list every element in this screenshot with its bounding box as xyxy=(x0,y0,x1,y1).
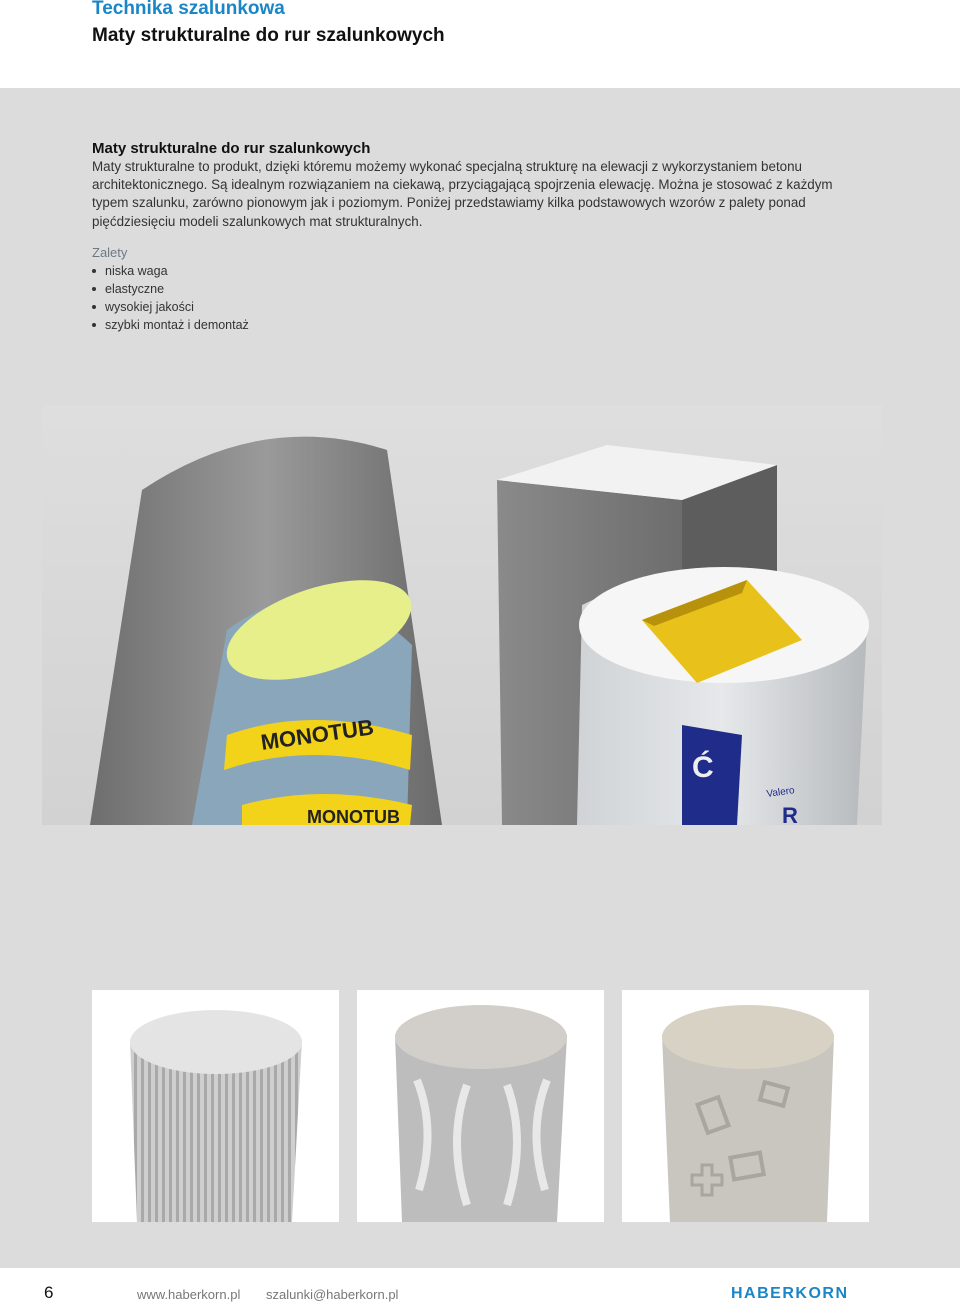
pattern-photo-ribbed xyxy=(92,990,339,1222)
intro-block xyxy=(92,139,872,231)
company-logo: HABERKORN xyxy=(731,1285,849,1302)
hero-photo xyxy=(42,405,882,825)
box-print: Valero xyxy=(765,785,796,800)
intro-line: typem szalunku, zarówno pionowym jak i poziomym. Poniżej przedstawiamy kilka podstawowych wzorów z palety ponad xyxy=(92,195,806,211)
advantages-label: Zalety xyxy=(92,245,128,260)
tube-print: MONOTUB xyxy=(259,714,376,755)
page-footer xyxy=(0,1268,960,1308)
advantages-list xyxy=(92,262,249,334)
list-item: niska waga xyxy=(92,262,249,280)
list-item: szybki montaż i demontaż xyxy=(92,316,249,334)
list-item: elastyczne xyxy=(92,280,249,298)
hero-illustration xyxy=(42,405,882,825)
list-item: wysokiej jakości xyxy=(92,298,249,316)
page-header xyxy=(0,0,960,88)
section-title: Technika szalunkowa xyxy=(92,0,285,19)
page-title: Maty strukturalne do rur szalunkowych xyxy=(92,25,445,46)
tube-print: MONOTUB xyxy=(307,807,400,825)
intro-heading: Maty strukturalne do rur szalunkowych xyxy=(92,140,371,157)
email-link[interactable]: szalunki@haberkorn.pl xyxy=(266,1287,399,1302)
intro-line: Maty strukturalne to produkt, dzięki któremu możemy wykonać specjalną strukturę na elewacji z wykorzystaniem betonu xyxy=(92,159,803,174)
advantages-block xyxy=(92,245,249,334)
page-number: 6 xyxy=(44,1283,54,1302)
box-print: Ć xyxy=(692,751,714,784)
website-link[interactable]: www.haberkorn.pl xyxy=(137,1287,241,1302)
box-print: R xyxy=(782,803,798,825)
pattern-photo-relief xyxy=(622,990,869,1222)
pattern-photo-waves xyxy=(357,990,604,1222)
intro-line: pięćdziesięciu modeli szalunkowych mat strukturalnych. xyxy=(92,213,423,229)
intro-line: architektonicznego. Są idealnym rozwiązaniem na ciekawą, przyciągającą spojrzenia elewację. Można je stosować z każdym xyxy=(92,177,833,193)
